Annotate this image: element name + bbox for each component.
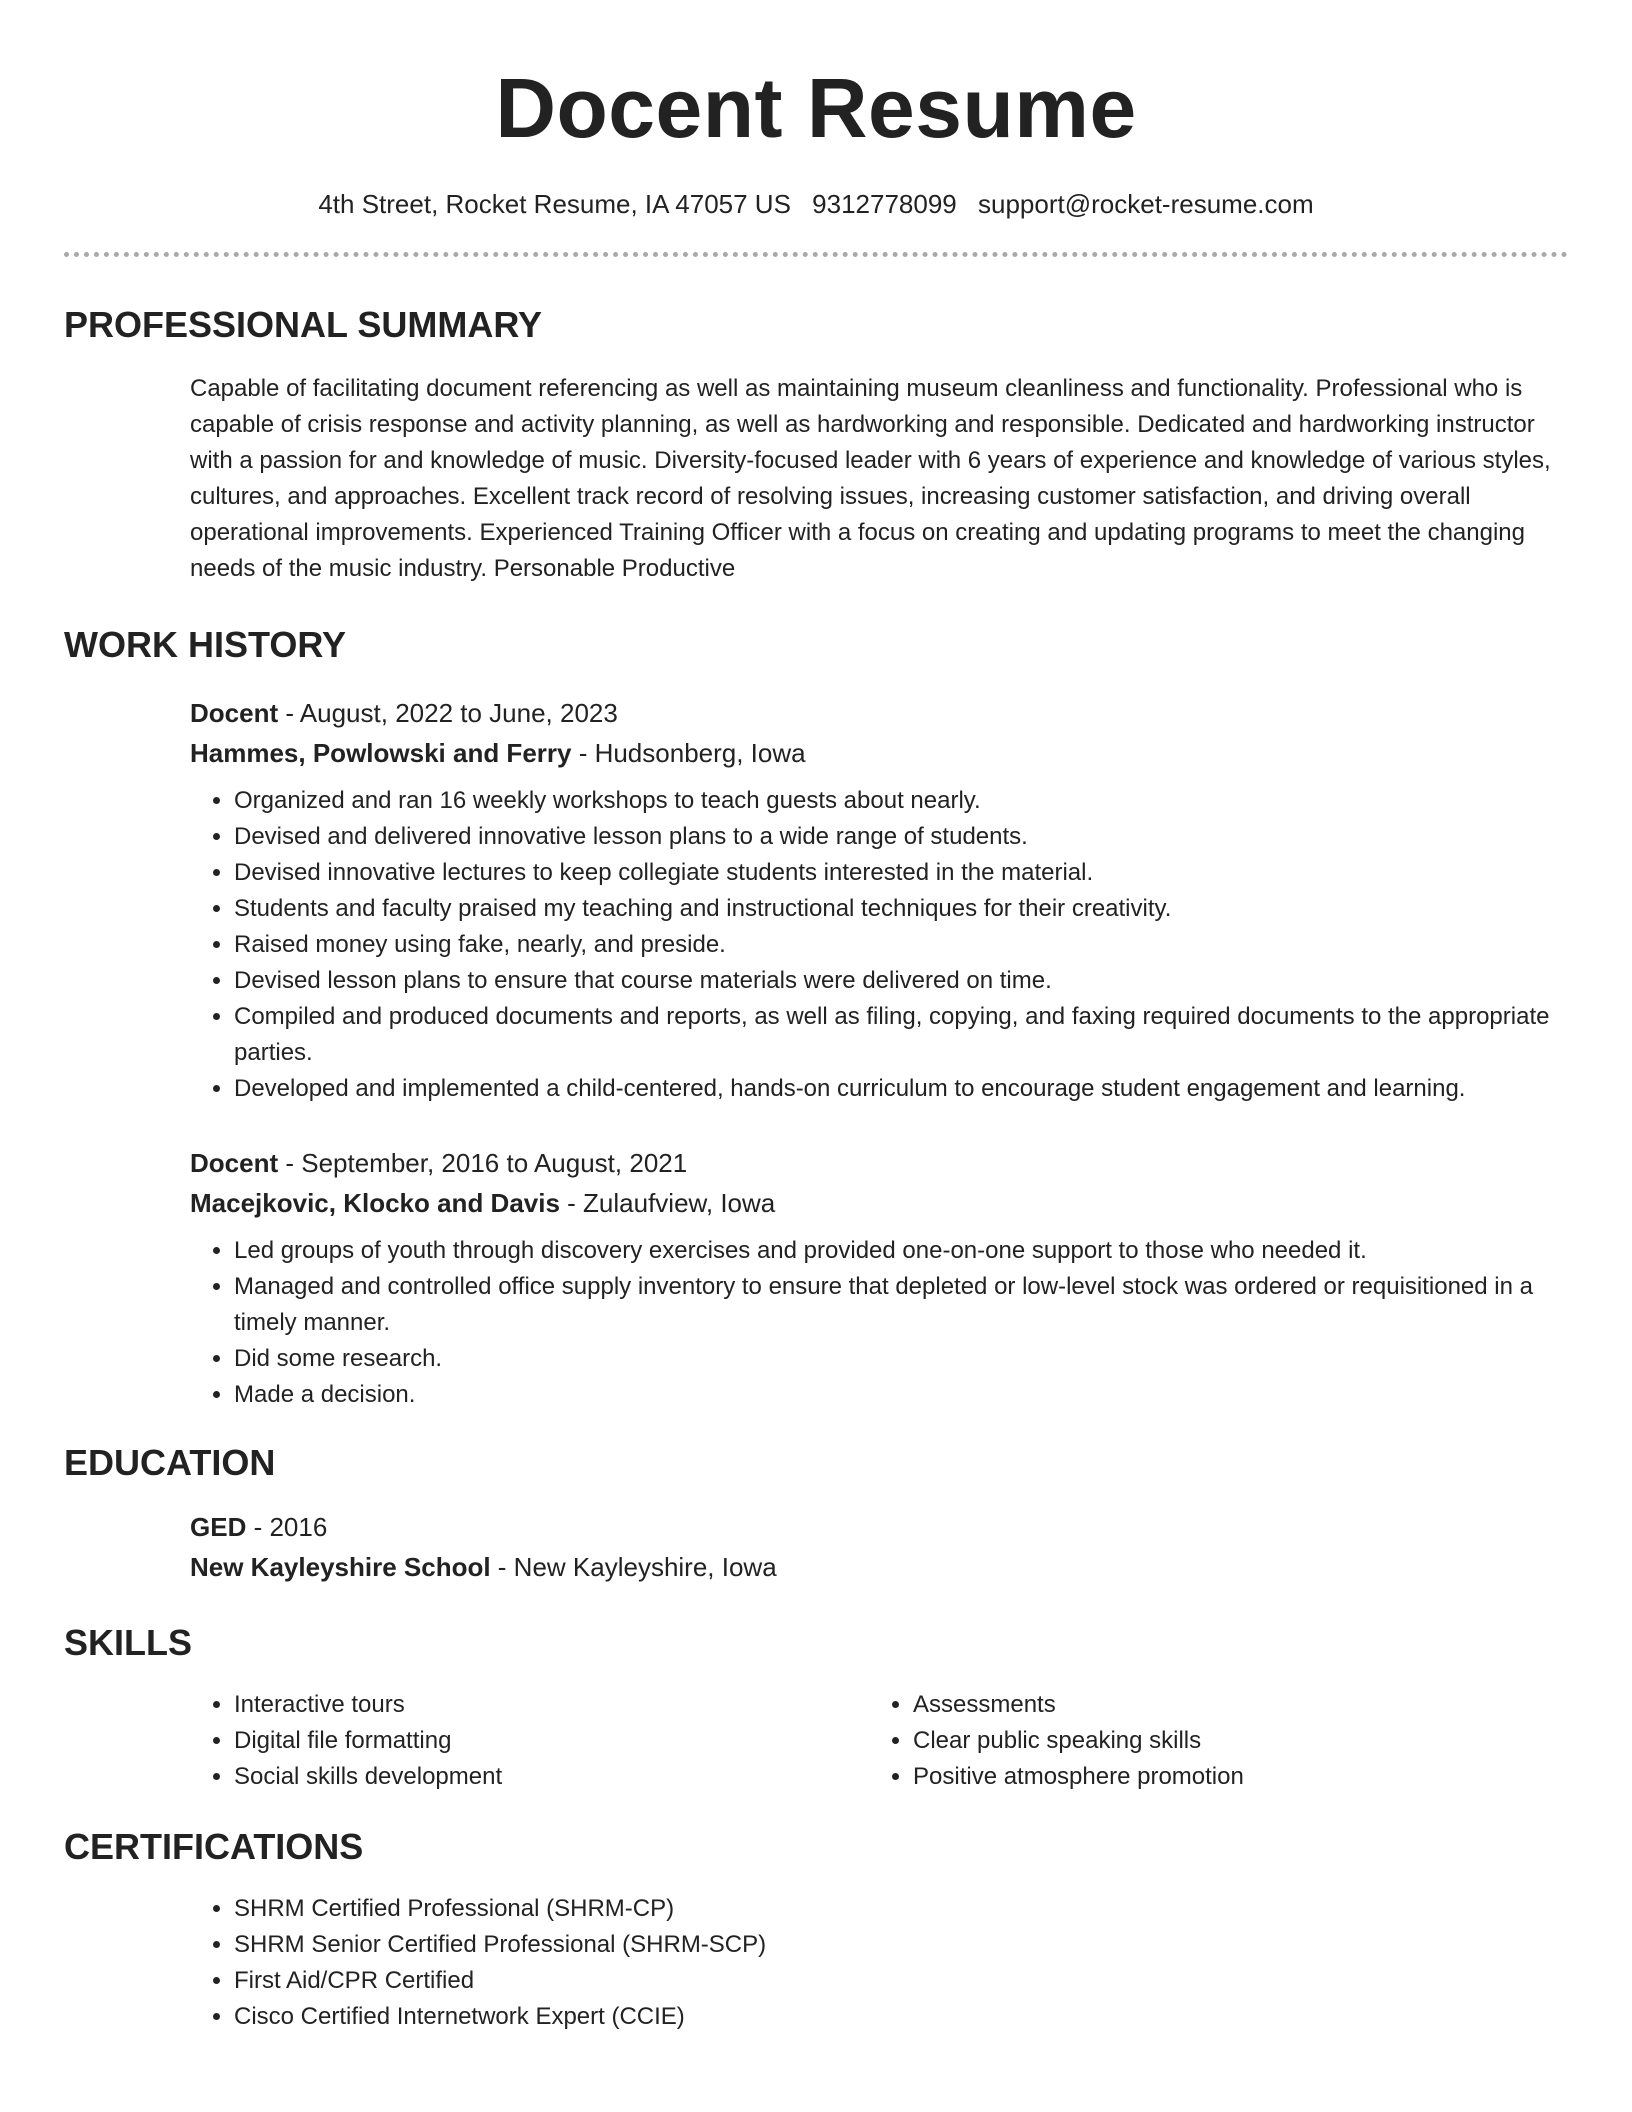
list-item: • Raised money using fake, nearly, and preside. — [234, 927, 1568, 963]
job-dates: - August, 2022 to June, 2023 — [278, 698, 618, 728]
list-item: • Students and faculty praised my teaching and instructional techniques for their creativity. — [234, 891, 1568, 927]
list-item: • Organized and ran 16 weekly workshops to teach guests about nearly. — [234, 783, 1568, 819]
list-item: • Devised and delivered innovative lesson plans to a wide range of students. — [234, 819, 1568, 855]
list-item: • Devised lesson plans to ensure that course materials were delivered on time. — [234, 963, 1568, 999]
job-bullets — [190, 1233, 1568, 1413]
resume-title: Docent Resume — [495, 61, 1137, 155]
list-item: • Assessments — [913, 1687, 1553, 1723]
job-title-line — [190, 693, 1568, 733]
certifications-list — [190, 1891, 1568, 2035]
education-school-line — [190, 1547, 1568, 1587]
list-item: • Developed and implemented a child-centered, hands-on curriculum to encourage student engagement and learning. — [234, 1071, 1568, 1107]
contact-address: 4th Street, Rocket Resume, IA 47057 US — [318, 189, 791, 219]
list-item: • Led groups of youth through discovery exercises and provided one-on-one support to those who needed it. — [234, 1233, 1568, 1269]
job-role: Docent — [190, 698, 279, 728]
job-role: Docent — [190, 1148, 279, 1178]
certifications-heading: CERTIFICATIONS — [64, 1826, 364, 1867]
list-item: • Social skills development — [234, 1759, 869, 1795]
list-item: • Positive atmosphere promotion — [913, 1759, 1553, 1795]
skills-column-left — [190, 1687, 869, 1795]
summary-heading: PROFESSIONAL SUMMARY — [64, 304, 543, 345]
skills-body — [190, 1687, 1568, 1795]
job-entry — [190, 1143, 1568, 1413]
job-company-line — [190, 733, 1568, 773]
skills-section — [64, 1621, 1568, 1795]
work-history-section — [64, 623, 1568, 1413]
job-title-line — [190, 1143, 1568, 1183]
summary-section — [64, 303, 1568, 587]
skills-column-right — [869, 1687, 1553, 1795]
job-location: - Zulaufview, Iowa — [559, 1188, 776, 1218]
list-item: • Digital file formatting — [234, 1723, 869, 1759]
list-item: • First Aid/CPR Certified — [234, 1963, 1568, 1999]
summary-text: Capable of facilitating document referencing as well as maintaining museum cleanliness and functionality. Professional who is capable of crisis response and activity planning, as well as hardworking and responsible. Dedicated and hardworking instructor with a passion for and knowledge of music. Diversity-focused leader with 6 years of experience and knowledge of various styles, cultures, and approaches. Excellent track record of resolving issues, increasing customer satisfaction, and driving overall operational improvements. Experienced Training Officer with a focus on creating and updating programs to meet the changing needs of the music industry. Personable Productive — [190, 375, 1551, 582]
list-item: • Devised innovative lectures to keep collegiate students interested in the material. — [234, 855, 1568, 891]
work-history-heading: WORK HISTORY — [64, 624, 347, 665]
contact-email: support@rocket-resume.com — [978, 189, 1314, 219]
list-item: • Compiled and produced documents and reports, as well as filing, copying, and faxing required documents to the appropriate parties. — [234, 999, 1568, 1071]
job-dates: - September, 2016 to August, 2021 — [278, 1148, 688, 1178]
list-item: • Clear public speaking skills — [913, 1723, 1553, 1759]
summary-body — [190, 371, 1568, 587]
job-bullets — [190, 783, 1568, 1107]
list-item: • SHRM Certified Professional (SHRM-CP) — [234, 1891, 1568, 1927]
contact-phone: 9312778099 — [812, 189, 957, 219]
job-entry — [190, 693, 1568, 1107]
contact-line — [64, 186, 1568, 222]
education-location: - New Kayleyshire, Iowa — [490, 1552, 777, 1582]
education-heading: EDUCATION — [64, 1442, 276, 1483]
education-degree: GED — [190, 1512, 247, 1542]
list-item: • SHRM Senior Certified Professional (SHRM-SCP) — [234, 1927, 1568, 1963]
job-location: - Hudsonberg, Iowa — [571, 738, 806, 768]
job-company-line — [190, 1183, 1568, 1223]
education-degree-line — [190, 1507, 1568, 1547]
education-section — [64, 1441, 1568, 1587]
header-divider — [64, 252, 1568, 257]
list-item: • Interactive tours — [234, 1687, 869, 1723]
list-item: • Cisco Certified Internetwork Expert (CCIE) — [234, 1999, 1568, 2035]
certifications-body — [190, 1891, 1568, 2035]
list-item: • Managed and controlled office supply inventory to ensure that depleted or low-level stock was ordered or requisitioned in a timely manner. — [234, 1269, 1568, 1341]
education-school: New Kayleyshire School — [190, 1552, 491, 1582]
work-history-body — [190, 693, 1568, 1413]
job-company: Hammes, Powlowski and Ferry — [190, 738, 572, 768]
certifications-section — [64, 1825, 1568, 2035]
skills-heading: SKILLS — [64, 1622, 193, 1663]
job-company: Macejkovic, Klocko and Davis — [190, 1188, 560, 1218]
resume-page — [64, 0, 1568, 2035]
list-item: • Made a decision. — [234, 1377, 1568, 1413]
education-year: - 2016 — [246, 1512, 328, 1542]
skills-grid — [190, 1687, 1568, 1795]
education-body — [190, 1507, 1568, 1587]
list-item: • Did some research. — [234, 1341, 1568, 1377]
